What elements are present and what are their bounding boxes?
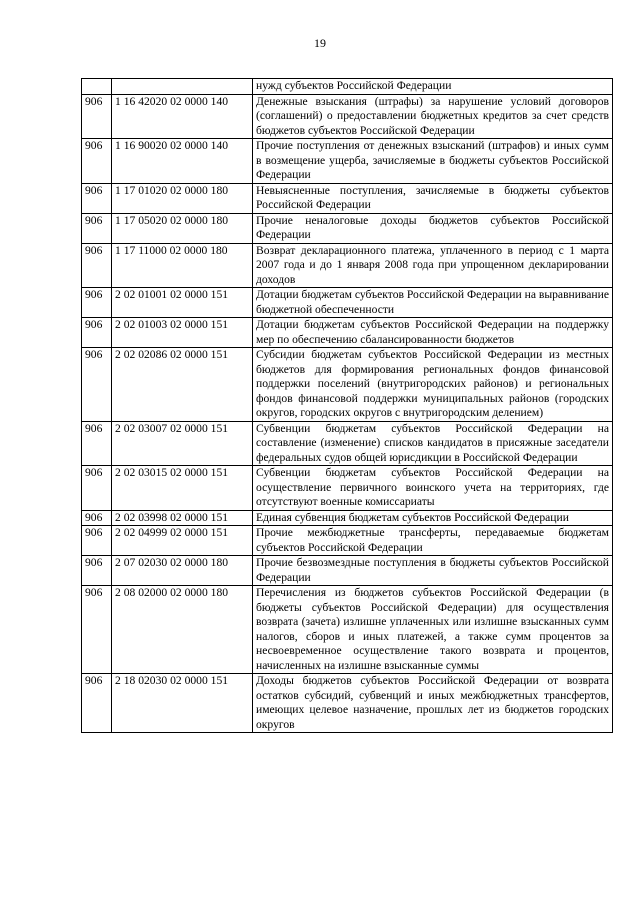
- description-cell: нужд субъектов Российской Федерации: [253, 79, 613, 95]
- table-row: [82, 79, 613, 95]
- budget-code-cell: 2 18 02030 02 0000 151: [112, 674, 253, 733]
- budget-code-cell: 1 17 05020 02 0000 180: [112, 213, 253, 243]
- admin-code-cell: 906: [82, 348, 112, 422]
- table-row: [82, 466, 613, 511]
- admin-code-cell: 906: [82, 183, 112, 213]
- table-row: [82, 674, 613, 733]
- table-row: [82, 183, 613, 213]
- description-cell: Дотации бюджетам субъектов Российской Федерации на поддержку мер по обеспечению сбалансированности бюджетов: [253, 318, 613, 348]
- table-row: [82, 139, 613, 184]
- description-cell: Денежные взыскания (штрафы) за нарушение условий договоров (соглашений) о предоставлении бюджетных кредитов за счет средств бюджетов субъектов Российской Федерации: [253, 94, 613, 139]
- table-row: [82, 94, 613, 139]
- budget-code-cell: 2 02 02086 02 0000 151: [112, 348, 253, 422]
- description-cell: Субвенции бюджетам субъектов Российской Федерации на осуществление первичного воинского учета на территориях, где отсутствуют военные комиссариаты: [253, 466, 613, 511]
- admin-code-cell: 906: [82, 139, 112, 184]
- admin-code-cell: [82, 79, 112, 95]
- admin-code-cell: 906: [82, 243, 112, 288]
- admin-code-cell: 906: [82, 318, 112, 348]
- admin-code-cell: 906: [82, 586, 112, 674]
- admin-code-cell: 906: [82, 510, 112, 526]
- revenue-codes-table: [81, 78, 613, 733]
- table-row: [82, 243, 613, 288]
- table-row: [82, 213, 613, 243]
- admin-code-cell: 906: [82, 288, 112, 318]
- description-cell: Перечисления из бюджетов субъектов Российской Федерации (в бюджеты субъектов Российской Федерации) для осуществления возврата (зачета) излишне уплаченных или излишне взысканных сумм налогов, сборов и иных платежей, а также сумм процентов за несвоевременное осуществление такого возврата и процентов, начисленных на излишне взысканные суммы: [253, 586, 613, 674]
- description-cell: Прочие неналоговые доходы бюджетов субъектов Российской Федерации: [253, 213, 613, 243]
- budget-code-cell: 1 17 01020 02 0000 180: [112, 183, 253, 213]
- page-number: 19: [314, 36, 326, 50]
- description-cell: Невыясненные поступления, зачисляемые в бюджеты субъектов Российской Федерации: [253, 183, 613, 213]
- budget-code-cell: [112, 79, 253, 95]
- admin-code-cell: 906: [82, 421, 112, 466]
- admin-code-cell: 906: [82, 466, 112, 511]
- budget-code-cell: 2 08 02000 02 0000 180: [112, 586, 253, 674]
- table-row: [82, 288, 613, 318]
- table-row: [82, 510, 613, 526]
- admin-code-cell: 906: [82, 94, 112, 139]
- budget-code-cell: 2 07 02030 02 0000 180: [112, 556, 253, 586]
- table-row: [82, 586, 613, 674]
- table-row: [82, 348, 613, 422]
- budget-code-cell: 1 17 11000 02 0000 180: [112, 243, 253, 288]
- description-cell: Прочие межбюджетные трансферты, передаваемые бюджетам субъектов Российской Федерации: [253, 526, 613, 556]
- budget-code-cell: 2 02 03015 02 0000 151: [112, 466, 253, 511]
- table-row: [82, 318, 613, 348]
- budget-code-cell: 2 02 01001 02 0000 151: [112, 288, 253, 318]
- admin-code-cell: 906: [82, 674, 112, 733]
- description-cell: Субсидии бюджетам субъектов Российской Федерации из местных бюджетов для формирования региональных фондов финансовой поддержки поселений (внутригородских районов) и региональных фондов финансовой поддержки муниципальных районов (городских округов, городских округов с внутригородским делением): [253, 348, 613, 422]
- description-cell: Единая субвенция бюджетам субъектов Российской Федерации: [253, 510, 613, 526]
- description-cell: Доходы бюджетов субъектов Российской Федерации от возврата остатков субсидий, субвенций и иных межбюджетных трансфертов, имеющих целевое назначение, прошлых лет из бюджетов городских округов: [253, 674, 613, 733]
- description-cell: Дотации бюджетам субъектов Российской Федерации на выравнивание бюджетной обеспеченности: [253, 288, 613, 318]
- budget-code-cell: 2 02 04999 02 0000 151: [112, 526, 253, 556]
- budget-code-cell: 2 02 01003 02 0000 151: [112, 318, 253, 348]
- description-cell: Прочие поступления от денежных взысканий (штрафов) и иных сумм в возмещение ущерба, зачисляемые в бюджеты субъектов Российской Федерации: [253, 139, 613, 184]
- budget-code-cell: 1 16 90020 02 0000 140: [112, 139, 253, 184]
- table-row: [82, 421, 613, 466]
- admin-code-cell: 906: [82, 556, 112, 586]
- description-cell: Возврат декларационного платежа, уплаченного в период с 1 марта 2007 года и до 1 января 2008 года при упрощенном декларировании доходов: [253, 243, 613, 288]
- budget-code-cell: 2 02 03007 02 0000 151: [112, 421, 253, 466]
- table-row: [82, 526, 613, 556]
- description-cell: Прочие безвозмездные поступления в бюджеты субъектов Российской Федерации: [253, 556, 613, 586]
- admin-code-cell: 906: [82, 213, 112, 243]
- table-row: [82, 556, 613, 586]
- budget-code-cell: 1 16 42020 02 0000 140: [112, 94, 253, 139]
- admin-code-cell: 906: [82, 526, 112, 556]
- budget-code-cell: 2 02 03998 02 0000 151: [112, 510, 253, 526]
- description-cell: Субвенции бюджетам субъектов Российской Федерации на составление (изменение) списков кандидатов в присяжные заседатели федеральных судов общей юрисдикции в Российской Федерации: [253, 421, 613, 466]
